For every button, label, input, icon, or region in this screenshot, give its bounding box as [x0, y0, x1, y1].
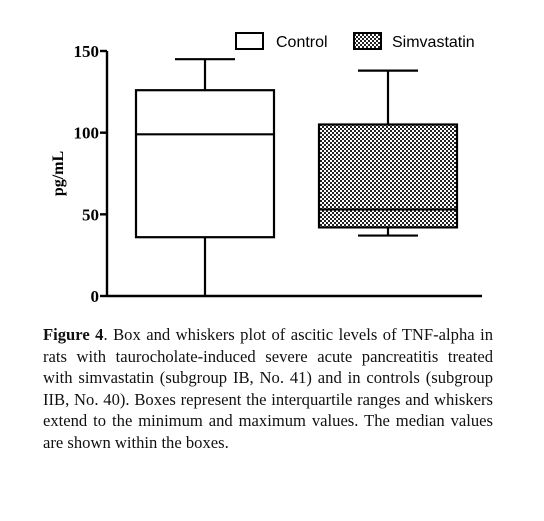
legend-swatch-control — [236, 33, 263, 49]
y-axis-label: pg/mL — [50, 150, 67, 197]
y-tick-label: 100 — [73, 123, 99, 143]
figure-caption — [43, 324, 493, 454]
figure-label: Figure 4 — [43, 325, 104, 344]
caption-text: . Box and whiskers plot of ascitic levels of TNF-alpha in rats with taurocholate-induced severe acute pancreatitis treated with simvastatin (subgroup IB, No. 41) and in controls (subgroup IIB, No. 40). Boxes represent the interquartile ranges and whiskers extend to the minimum and maximum values. The median values are shown within the boxes. — [43, 325, 493, 452]
legend-label-simvastatin: Simvastatin — [392, 34, 475, 51]
boxes — [136, 59, 457, 296]
y-tick-label: 150 — [73, 42, 99, 61]
box-simvastatin — [319, 71, 457, 236]
legend-label-control: Control — [276, 34, 328, 51]
y-tick-label: 0 — [90, 287, 99, 306]
legend-swatch-simvastatin — [354, 33, 381, 49]
y-tick-label: 50 — [82, 205, 99, 225]
box-control — [136, 59, 274, 296]
legend — [236, 33, 475, 51]
iqr-box — [136, 90, 274, 237]
iqr-box — [319, 125, 457, 228]
